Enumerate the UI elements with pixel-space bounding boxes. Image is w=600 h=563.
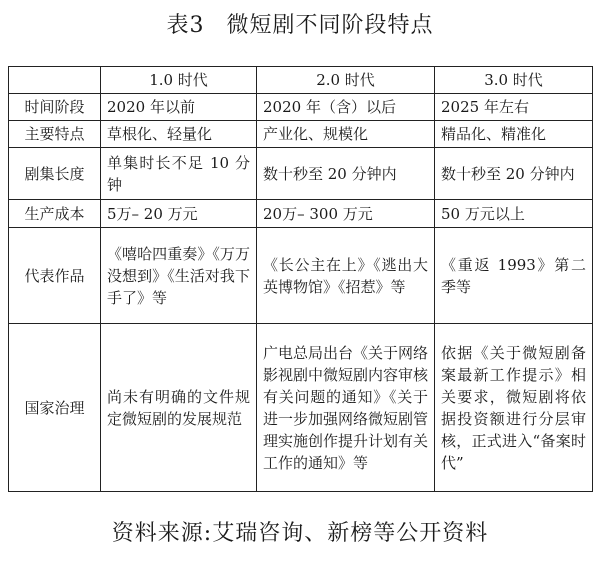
- source-note: 资料来源:艾瑞咨询、新榜等公开资料: [111, 521, 489, 546]
- table-cell: 数十秒至 20 分钟内: [435, 148, 593, 200]
- table-cell: 5万– 20 万元: [101, 200, 257, 228]
- table-cell: 精品化、精准化: [435, 121, 593, 148]
- table-cell: 尚未有明确的文件规定微短剧的发展规范: [101, 324, 257, 492]
- table-cell: 2025 年左右: [435, 94, 593, 121]
- header-era-3: 3.0 时代: [435, 67, 593, 94]
- table-cell: 单集时长不足 10 分钟: [101, 148, 257, 200]
- table-title: [0, 8, 600, 39]
- row-label-main-features: 主要特点: [9, 121, 101, 148]
- table-cell: 《重返 1993》第二季等: [435, 228, 593, 324]
- table-cell: 广电总局出台《关于网络影视剧中微短剧内容审核有关问题的通知》《关于进一步加强网络微短剧管理实施创作提升计划有关工作的通知》等: [257, 324, 435, 492]
- table-title-text: 微短剧不同阶段特点: [226, 13, 434, 38]
- table-cell: 依据《关于微短剧备案最新工作提示》相关要求，微短剧将依据投资额进行分层审核，正式进入“备案时代”: [435, 324, 593, 492]
- table-number: 表3: [166, 13, 205, 38]
- table-row: [9, 200, 593, 228]
- row-label-representative-works: 代表作品: [9, 228, 101, 324]
- table-cell: 产业化、规模化: [257, 121, 435, 148]
- row-label-time-stage: 时间阶段: [9, 94, 101, 121]
- table-cell: 50 万元以上: [435, 200, 593, 228]
- header-corner: [9, 67, 101, 94]
- row-label-national-governance: 国家治理: [9, 324, 101, 492]
- table-row: [9, 121, 593, 148]
- table-cell: 《长公主在上》《逃出大英博物馆》《招惹》等: [257, 228, 435, 324]
- table-row: [9, 228, 593, 324]
- header-row: [9, 67, 593, 94]
- table-cell: 2020 年（含）以后: [257, 94, 435, 121]
- table-cell: 20万– 300 万元: [257, 200, 435, 228]
- header-era-1: 1.0 时代: [101, 67, 257, 94]
- header-era-2: 2.0 时代: [257, 67, 435, 94]
- table-cell: 《嘻哈四重奏》《万万没想到》《生活对我下手了》等: [101, 228, 257, 324]
- row-label-episode-length: 剧集长度: [9, 148, 101, 200]
- table-row: [9, 94, 593, 121]
- comparison-table: [8, 66, 593, 492]
- table-row: [9, 324, 593, 492]
- table-row: [9, 148, 593, 200]
- table-cell: 数十秒至 20 分钟内: [257, 148, 435, 200]
- row-label-production-cost: 生产成本: [9, 200, 101, 228]
- table-cell: 2020 年以前: [101, 94, 257, 121]
- table-cell: 草根化、轻量化: [101, 121, 257, 148]
